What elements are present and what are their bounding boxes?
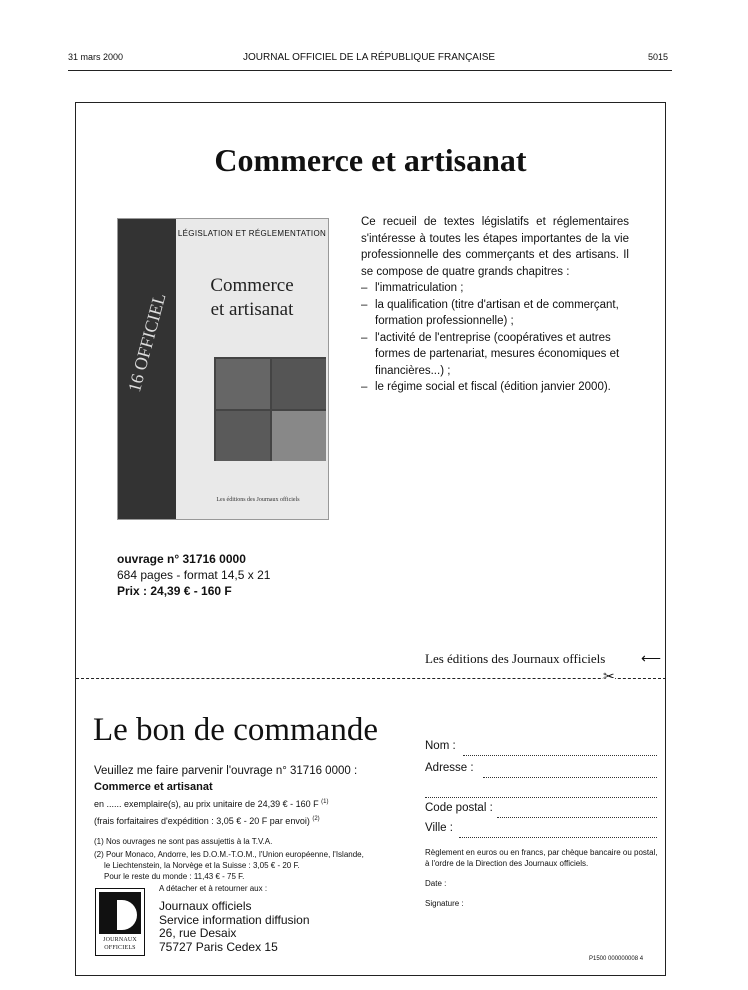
scissors-icon: ✂	[603, 668, 615, 684]
logo-cutout	[117, 900, 137, 930]
adresse-input-line[interactable]	[483, 777, 657, 778]
book-description	[361, 214, 629, 396]
address-line4: 75727 Paris Cedex 15	[159, 939, 278, 954]
address-line1: Journaux officiels	[159, 899, 252, 913]
logo-mark	[99, 892, 141, 934]
cover-photo	[272, 359, 326, 409]
footnote-2c: Pour le reste du monde : 11,43 € - 75 F.	[104, 872, 245, 881]
ville-field[interactable]	[425, 822, 657, 842]
header-date: 31 mars 2000	[68, 52, 124, 62]
ville-input-line[interactable]	[459, 837, 657, 838]
cover-title-line2: et artisanat	[210, 299, 294, 320]
detach-instruction: A détacher et à retourner aux :	[159, 884, 268, 893]
order-request: Veuillez me faire parvenir l'ouvrage n° 31716 0000 :	[94, 765, 358, 777]
order-shipping-line	[94, 812, 394, 829]
nom-label: Nom :	[425, 740, 456, 752]
address-line2: Service information diffusion	[159, 912, 310, 927]
chapter-item: – l'activité de l'entreprise (coopératives et autres formes de partenariat, mesures économiques et financières...) ;	[361, 330, 629, 380]
order-form-title: Le bon de commande	[93, 712, 378, 748]
page-format: 684 pages - format 14,5 x 21	[117, 568, 271, 582]
order-shipping-note: (2)	[312, 816, 320, 822]
order-shipping: (frais forfaitaires d'expédition : 3,05 € - 20 F par envoi)	[94, 816, 310, 826]
code-postal-label: Code postal :	[425, 802, 493, 814]
header-journal-title: JOURNAL OFFICIEL DE LA RÉPUBLIQUE FRANÇAISE	[243, 52, 496, 63]
header-page-number: 5015	[648, 52, 669, 62]
customer-form	[425, 740, 657, 908]
signature-field[interactable]: Signature :	[425, 899, 464, 908]
address-line3: 26, rue Desaix	[159, 926, 237, 940]
nom-field[interactable]	[425, 740, 657, 760]
code-postal-field[interactable]	[425, 802, 657, 822]
chapter-item: – la qualification (titre d'artisan et de commerçant, formation professionnelle) ;	[361, 297, 629, 330]
ville-label: Ville :	[425, 822, 453, 834]
cover-photo	[216, 359, 270, 409]
book-cover-image	[117, 218, 329, 520]
adresse-label: Adresse :	[425, 762, 474, 774]
chapter-item: – le régime social et fiscal (édition janvier 2000).	[361, 379, 629, 396]
adresse-input-line-2[interactable]	[425, 797, 657, 798]
footnote-2a: (2) Pour Monaco, Andorre, les D.O.M.-T.O.M., l'Union européenne, l'Islande,	[94, 850, 364, 859]
date-field[interactable]: Date :	[425, 879, 447, 888]
cover-photo-grid	[214, 357, 326, 461]
cover-photo	[216, 411, 270, 461]
adresse-field[interactable]	[425, 762, 657, 782]
logo-line1: JOURNAUX	[103, 937, 137, 943]
footer-reference: P1500 000000008 4	[589, 956, 644, 962]
nom-input-line[interactable]	[463, 755, 657, 756]
chapter-item: – l'immatriculation ;	[361, 280, 629, 297]
footnote-1: (1) Nos ouvrages ne sont pas assujettis à la T.V.A.	[94, 837, 273, 846]
cover-top-label: LÉGISLATION ET RÉGLEMENTATION	[177, 229, 327, 238]
cover-footer: Les éditions des Journaux officiels	[216, 497, 300, 503]
code-postal-input-line[interactable]	[497, 817, 657, 818]
cover-title	[176, 274, 328, 322]
description-intro: Ce recueil de textes législatifs et réglementaires s'intéresse à toutes les étapes importantes de la vie professionnelle des commerçants et des artisans. Il se compose de quatre grands chapitres :	[361, 216, 629, 278]
logo-line2: OFFICIELS	[104, 945, 136, 951]
payment-instructions: Règlement en euros ou en francs, par chèque bancaire ou postal, à l'ordre de la Direction des Journaux officiels.	[425, 848, 658, 868]
cut-line	[76, 678, 666, 679]
cover-photo	[272, 411, 326, 461]
chapter-list	[361, 280, 629, 396]
book-spine	[118, 219, 176, 519]
return-address	[159, 900, 310, 954]
order-quantity: en ...... exemplaire(s), au prix unitaire de 24,39 € - 160 F	[94, 799, 319, 809]
publisher-signature: Les éditions des Journaux officiels	[425, 651, 606, 666]
ouvrage-number: ouvrage n° 31716 0000	[117, 552, 246, 566]
cover-title-line1: Commerce	[210, 275, 294, 296]
order-quantity-note: (1)	[321, 799, 329, 805]
price: Prix : 24,39 € - 160 F	[117, 584, 232, 598]
order-quantity-line	[94, 795, 394, 812]
ad-title: Commerce et artisanat	[214, 142, 527, 178]
order-book-title: Commerce et artisanat	[94, 781, 213, 793]
header-rule	[68, 70, 672, 71]
order-details	[94, 764, 394, 882]
spine-text: 16 OFFICIEL	[124, 290, 170, 395]
arrow-left-icon: ⟵	[641, 650, 662, 666]
adresse-extra-field[interactable]	[425, 782, 657, 802]
journaux-officiels-logo	[95, 888, 145, 956]
book-reference	[117, 551, 270, 599]
footnote-2b: le Liechtenstein, la Norvège et la Suisse : 3,05 € - 20 F.	[104, 861, 300, 870]
